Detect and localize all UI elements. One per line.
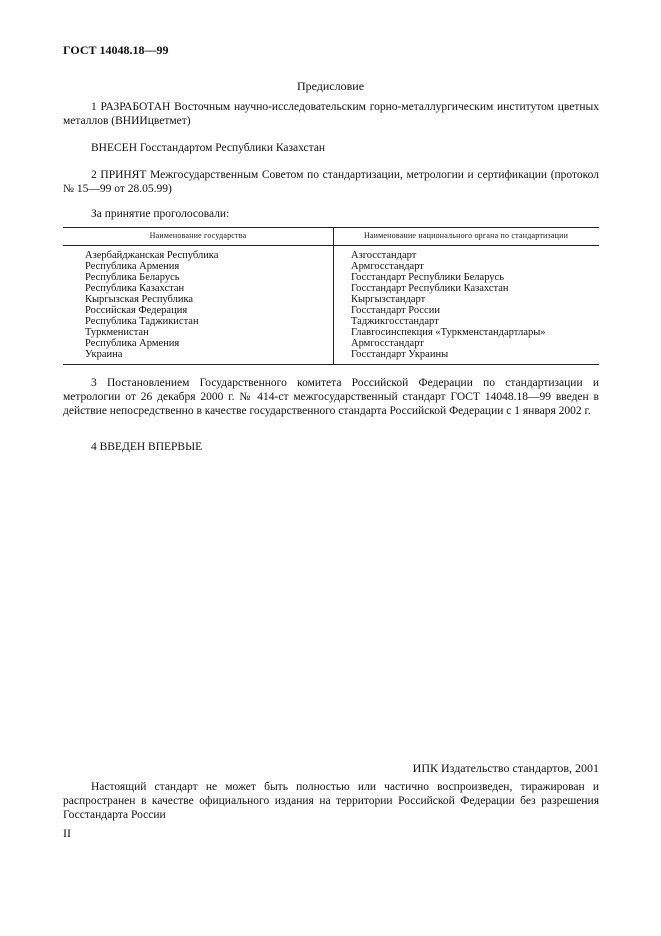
table-cell-state: Азербайджанская Республика bbox=[85, 250, 219, 261]
table-cell-state: Республика Казахстан bbox=[85, 283, 185, 294]
table-cell-body: Главгосинспекция «Туркменстандартлары» bbox=[351, 327, 546, 338]
table-header-row bbox=[63, 228, 599, 246]
table-cell-state: Туркменистан bbox=[85, 327, 149, 338]
table-cell-body: Госстандарт Республики Беларусь bbox=[351, 272, 505, 283]
paragraph-introduced: ВНЕСЕН Госстандартом Республики Казахстан bbox=[91, 142, 326, 154]
table-cell-state: Российская Федерация bbox=[85, 305, 188, 316]
table-header-body: Наименование национального органа по стандартизации bbox=[363, 231, 569, 240]
paragraph-voted: За принятие проголосовали: bbox=[91, 208, 230, 220]
paragraph-decree: 3 Постановлением Государственного комитета Российской Федерации по стандартизации и метрологии от 26 декабря 2000 г. № 414-ст межгосударственный стандарт ГОСТ 14048.18—99 введен в действие непосредственно в качестве государственного стандарта Российской Федерации с 1 января 2002 г. bbox=[63, 377, 599, 417]
table-cell-state: Республика Армения bbox=[85, 338, 180, 349]
publisher-line: ИПК Издательство стандартов, 2001 bbox=[412, 761, 599, 775]
table-cell-state: Кыргызская Республика bbox=[85, 294, 194, 305]
table-cell-body: Армгосстандарт bbox=[351, 261, 424, 272]
paragraph-developed: 1 РАЗРАБОТАН Восточным научно-исследовательским горно-металлургическим институтом цветных металлов (ВНИИцветмет) bbox=[63, 101, 599, 127]
table-cell-state: Республика Беларусь bbox=[85, 272, 180, 283]
table-cell-state: Республика Армения bbox=[85, 261, 180, 272]
page-number: II bbox=[63, 826, 71, 840]
standard-code: ГОСТ 14048.18—99 bbox=[63, 43, 169, 57]
table-cell-body: Таджикгосстандарт bbox=[351, 316, 439, 327]
table-cell-body: Армгосстандарт bbox=[351, 338, 424, 349]
table-cell-state: Республика Таджикистан bbox=[85, 316, 199, 327]
voting-table bbox=[63, 227, 599, 365]
paragraph-first-introduced: 4 ВВЕДЕН ВПЕРВЫЕ bbox=[91, 441, 203, 453]
table-divider bbox=[333, 228, 334, 364]
page-title: Предисловие bbox=[296, 79, 365, 93]
state-column bbox=[85, 250, 218, 360]
paragraph-adopted: 2 ПРИНЯТ Межгосударственным Советом по стандартизации, метрологии и сертификации (протокол № 15—99 от 28.05.99) bbox=[63, 169, 599, 195]
copyright-notice: Настоящий стандарт не может быть полностью или частично воспроизведен, тиражирован и распространен в качестве официального издания на территории Российской Федерации без разрешения Госстандарта России bbox=[63, 781, 599, 821]
table-header-state: Наименование государства bbox=[149, 231, 247, 240]
table-cell-state: Украина bbox=[85, 349, 123, 360]
table-cell-body: Азгосстандарт bbox=[351, 250, 417, 261]
table-cell-body: Госстандарт России bbox=[351, 305, 440, 316]
table-cell-body: Госстандарт Республики Казахстан bbox=[351, 283, 509, 294]
table-cell-body: Кыргызстандарт bbox=[351, 294, 426, 305]
body-column bbox=[351, 250, 546, 360]
table-cell-body: Госстандарт Украины bbox=[351, 349, 449, 360]
